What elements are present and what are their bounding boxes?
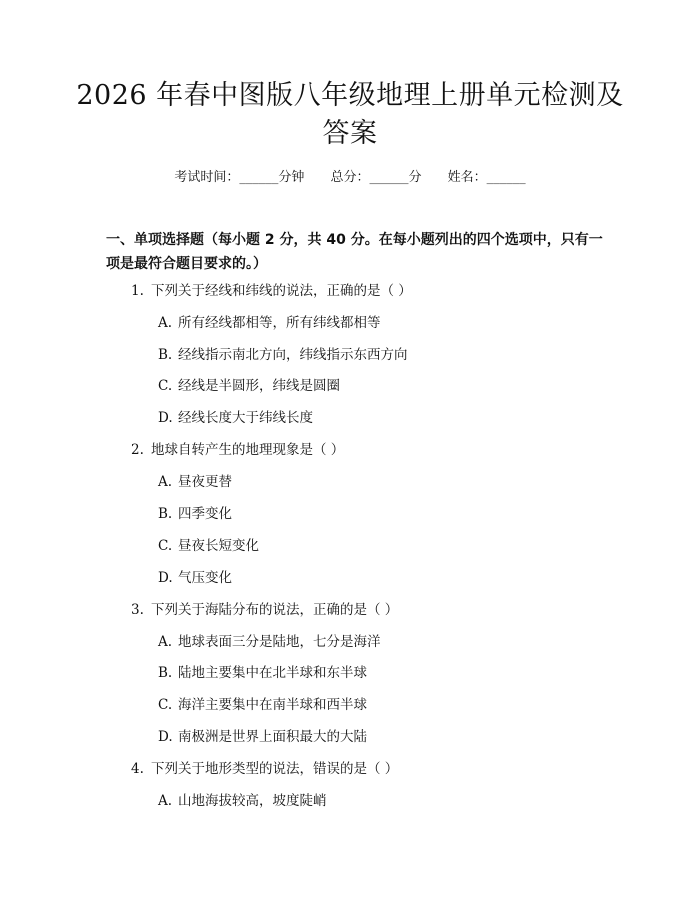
option-label: C. — [158, 697, 173, 713]
exam-meta — [0, 169, 700, 187]
exam-time: 考试时间：______分钟 — [174, 170, 305, 185]
option-label: A. — [158, 474, 173, 490]
option-text: 陆地主要集中在北半球和东半球 — [178, 665, 367, 681]
question-3 — [131, 601, 398, 619]
option-text: 经线长度大于纬线长度 — [178, 410, 313, 426]
title-line-2: 答案 — [322, 118, 378, 149]
question-4 — [131, 760, 398, 778]
question-text: 下列关于经线和纬线的说法，正确的是（ ） — [151, 283, 412, 299]
option-text: 四季变化 — [178, 506, 232, 522]
option-text: 昼夜更替 — [178, 474, 232, 490]
option-text: 南极洲是世界上面积最大的大陆 — [178, 729, 367, 745]
question-3-option-a — [158, 633, 381, 651]
question-2 — [131, 441, 344, 459]
question-4-option-a — [158, 792, 327, 810]
question-text: 下列关于海陆分布的说法，正确的是（ ） — [151, 602, 399, 618]
question-2-option-a — [158, 473, 232, 491]
option-label: A. — [158, 315, 173, 331]
section-heading: 一、单项选择题（每小题 2 分，共 40 分。在每小题列出的四个选项中，只有一项是最符合题目要求的。） — [106, 232, 603, 272]
option-label: D. — [158, 570, 173, 586]
option-label: C. — [158, 378, 173, 394]
option-label: A. — [158, 793, 173, 809]
question-text: 地球自转产生的地理现象是（ ） — [151, 442, 345, 458]
question-2-option-c — [158, 537, 259, 555]
question-1-option-b — [158, 346, 408, 364]
question-3-option-b — [158, 664, 367, 682]
option-label: B. — [158, 665, 173, 681]
question-3-option-d — [158, 728, 367, 746]
option-text: 地球表面三分是陆地，七分是海洋 — [178, 634, 381, 650]
student-name-field: 姓名：______ — [447, 170, 526, 185]
option-text: 海洋主要集中在南半球和西半球 — [178, 697, 367, 713]
question-number: 2. — [131, 442, 144, 458]
question-1 — [131, 282, 412, 300]
question-3-option-c — [158, 696, 367, 714]
option-text: 昼夜长短变化 — [178, 538, 259, 554]
question-2-option-b — [158, 505, 232, 523]
question-1-option-d — [158, 409, 313, 427]
question-2-option-d — [158, 569, 232, 587]
option-text: 气压变化 — [178, 570, 232, 586]
option-label: A. — [158, 634, 173, 650]
option-label: B. — [158, 347, 173, 363]
option-label: D. — [158, 729, 173, 745]
option-text: 经线是半圆形，纬线是圆圈 — [178, 378, 340, 394]
option-text: 山地海拔较高，坡度陡峭 — [178, 793, 327, 809]
document-title — [0, 77, 700, 153]
question-1-option-c — [158, 377, 340, 395]
option-text: 经线指示南北方向，纬线指示东西方向 — [178, 347, 408, 363]
question-number: 3. — [131, 602, 144, 618]
question-number: 4. — [131, 761, 144, 777]
question-text: 下列关于地形类型的说法，错误的是（ ） — [151, 761, 399, 777]
option-text: 所有经线都相等，所有纬线都相等 — [178, 315, 381, 331]
exam-total-score: 总分：______分 — [330, 170, 422, 185]
option-label: D. — [158, 410, 173, 426]
option-label: C. — [158, 538, 173, 554]
question-1-option-a — [158, 314, 381, 332]
title-line-1: 2026 年春中图版八年级地理上册单元检测及 — [76, 80, 624, 111]
question-number: 1. — [131, 283, 144, 299]
option-label: B. — [158, 506, 173, 522]
